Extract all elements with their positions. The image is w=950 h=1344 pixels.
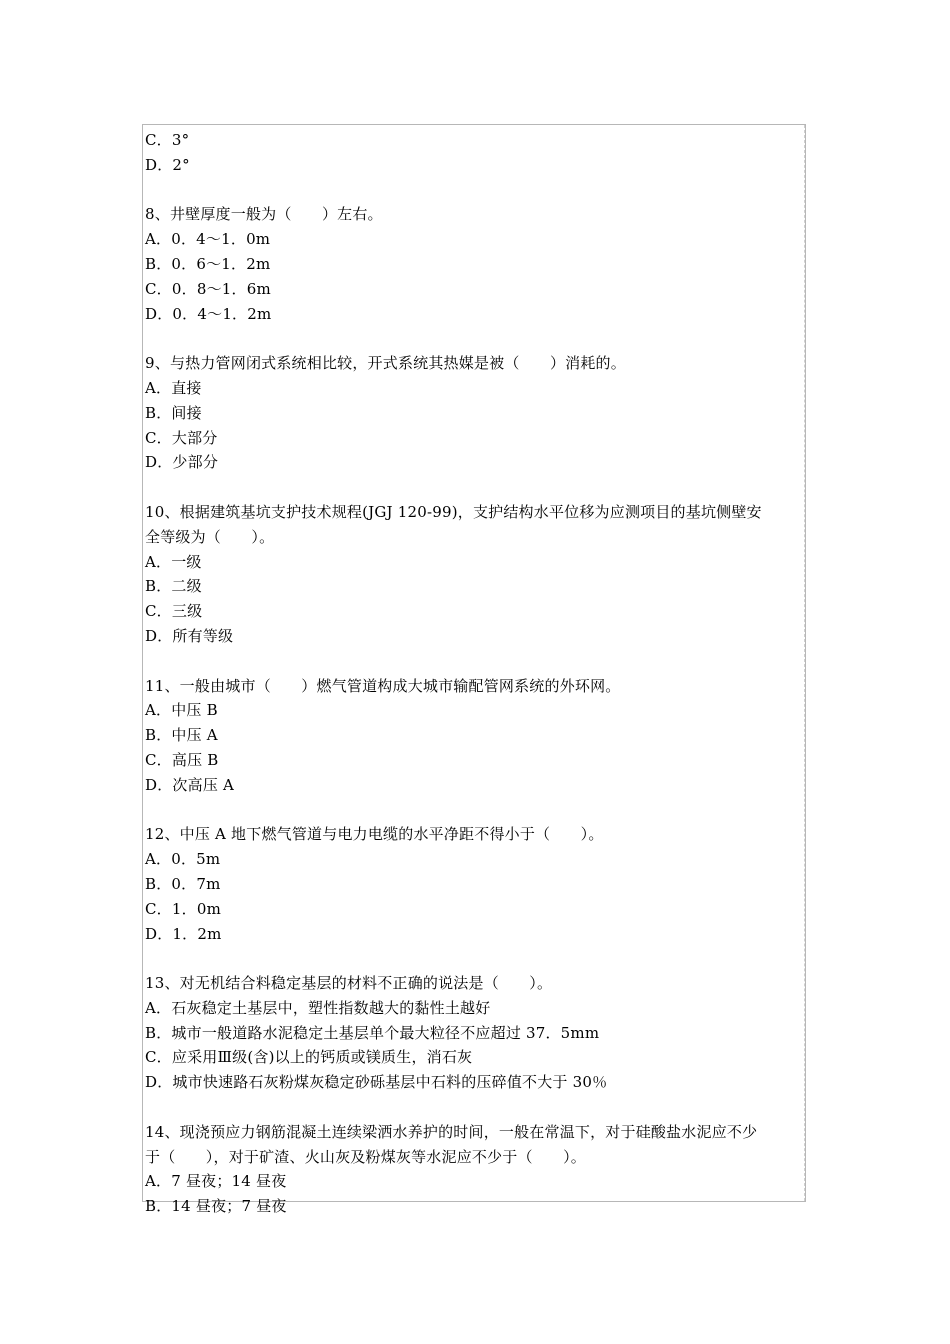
text-line: 14、现浇预应力钢筋混凝土连续梁洒水养护的时间，一般在常温下，对于硅酸盐水泥应不少 (145, 1122, 758, 1141)
text-line: A．7 昼夜；14 昼夜 (145, 1172, 287, 1191)
text-line: D．城市快速路石灰粉煤灰稳定砂砾基层中石料的压碎值不大于 30％ (145, 1073, 608, 1092)
text-line: D．2° (145, 155, 190, 174)
text-line: B．中压 A (145, 726, 218, 745)
text-line: D．少部分 (145, 453, 219, 472)
text-line: B．0．7m (145, 874, 221, 893)
text-line: D．所有等级 (145, 626, 234, 645)
text-line: C．大部分 (145, 428, 218, 447)
document-content (145, 128, 805, 1219)
text-line: A．0．5m (145, 850, 221, 869)
text-line: A．石灰稳定土基层中，塑性指数越大的黏性土越好 (145, 998, 491, 1017)
paragraph-gap (145, 1095, 805, 1120)
text-line: A．一级 (145, 552, 202, 571)
text-line: C．三级 (145, 602, 203, 621)
text-line: 9、与热力管网闭式系统相比较，开式系统其热媒是被（ ）消耗的。 (145, 354, 626, 373)
text-line: C．1．0m (145, 899, 221, 918)
text-line: 13、对无机结合料稳定基层的材料不正确的说法是（ ）。 (145, 974, 553, 993)
text-line: 11、一般由城市（ ）燃气管道构成大城市输配管网系统的外环网。 (145, 676, 621, 695)
text-line: 12、中压 A 地下燃气管道与电力电缆的水平净距不得小于（ ）。 (145, 825, 604, 844)
text-line: D．次高压 A (145, 775, 235, 794)
text-line: 8、井壁厚度一般为（ ）左右。 (145, 205, 383, 224)
paragraph-gap (145, 649, 805, 674)
paragraph-gap (145, 946, 805, 971)
text-line: A．中压 B (145, 701, 218, 720)
paragraph-gap (145, 798, 805, 823)
text-line: B．二级 (145, 577, 202, 596)
text-line: 于（ ），对于矿渣、火山灰及粉煤灰等水泥应不少于（ ）。 (145, 1147, 587, 1166)
text-line: B．14 昼夜；7 昼夜 (145, 1197, 287, 1216)
text-line: C．0．8～1．6m (145, 279, 271, 298)
text-line: B．间接 (145, 403, 202, 422)
text-line: B．0．6～1．2m (145, 254, 271, 273)
paragraph-gap (145, 326, 805, 351)
text-line: D．0．4～1．2m (145, 304, 272, 323)
text-line: 10、根据建筑基坑支护技术规程(JGJ 120-99)，支护结构水平位移为应测项目的基坑侧壁安 (145, 502, 762, 521)
document-frame (142, 124, 806, 1216)
text-line: D．1．2m (145, 924, 222, 943)
text-line: C．高压 B (145, 750, 219, 769)
text-line: B．城市一般道路水泥稳定土基层单个最大粒径不应超过 37．5mm (145, 1023, 600, 1042)
paragraph-gap (145, 178, 805, 203)
paragraph-gap (145, 475, 805, 500)
text-line: C．3° (145, 131, 190, 149)
text-line: A．0．4～1．0m (145, 230, 271, 249)
text-line: C．应采用Ⅲ级(含)以上的钙质或镁质生，消石灰 (145, 1048, 473, 1067)
text-line: A．直接 (145, 378, 202, 397)
text-line: 全等级为（ ）。 (145, 527, 275, 546)
